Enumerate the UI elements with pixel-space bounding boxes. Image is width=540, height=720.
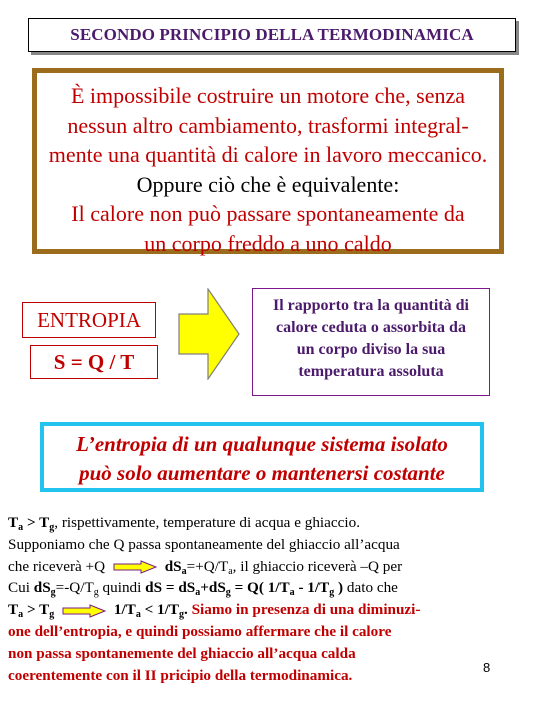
law-line-2: può solo aumentare o mantenersi costante	[79, 461, 445, 485]
entropy-formula: S = Q / T	[53, 349, 135, 374]
title-box	[28, 18, 516, 52]
small-arrow-icon	[113, 560, 157, 574]
principle-line-2: nessun altro cambiamento, trasformi integral-	[67, 112, 469, 138]
body-line-5: $T_a > T_g$ $1/T_a < 1/T_g$. Siamo in presenza di una diminuzi-	[8, 601, 421, 621]
principle-line-6: un corpo freddo a uno caldo	[144, 230, 392, 256]
body-line-2: Supponiamo che Q passa spontaneamente del ghiaccio all’acqua	[8, 535, 400, 553]
entropy-label: ENTROPIA	[37, 307, 141, 332]
principle-line-1: È impossibile costruire un motore che, senza	[70, 83, 466, 108]
law-line-1: L’entropia di un qualunque sistema isolato	[76, 432, 448, 456]
body-line-8: coerentemente con il II pricipio della termodinamica.	[8, 666, 353, 684]
right-arrow-icon	[178, 288, 240, 380]
entropy-definition-box	[252, 288, 490, 396]
body-line-3: che riceverà +Q $dS_a=+Q/T_a$, il ghiaccio riceverà –Q per	[8, 557, 403, 577]
small-arrow-icon	[62, 604, 106, 618]
definition-line-1: Il rapporto tra la quantità di	[272, 297, 469, 314]
entropy-label-box	[22, 302, 156, 338]
principle-line-4: Oppure ciò che è equivalente:	[136, 171, 400, 197]
principle-line-5: Il calore non può passare spontaneamente da	[71, 201, 465, 226]
principle-line-3: mente una quantità di calore in lavoro meccanico.	[48, 142, 488, 167]
definition-line-2: calore ceduta o assorbita da	[276, 319, 466, 336]
entropy-law-box	[40, 422, 484, 492]
page-title: SECONDO PRINCIPIO DELLA TERMODINAMICA	[70, 25, 474, 44]
definition-line-4: temperatura assoluta	[298, 363, 444, 380]
body-line-4: Cui $dS_g=-Q/T_g$ quindi dS = $dS_a+dS_g = Q$( $1/T_a - 1/T_g$ ) dato che	[8, 579, 398, 599]
explanation-text	[8, 512, 534, 686]
definition-line-3: un corpo diviso la sua	[296, 341, 446, 358]
body-line-6: one dell’entropia, e quindi possiamo affermare che il calore	[8, 622, 392, 640]
page-number: 8	[483, 660, 491, 675]
principle-statement-box	[32, 68, 504, 254]
entropy-formula-box	[30, 345, 158, 379]
body-line-1: $T_a > T_g$, rispettivamente, temperature di acqua e ghiaccio.	[8, 514, 360, 533]
body-line-7: non passa spontanemente del ghiaccio all’acqua calda	[8, 644, 356, 662]
